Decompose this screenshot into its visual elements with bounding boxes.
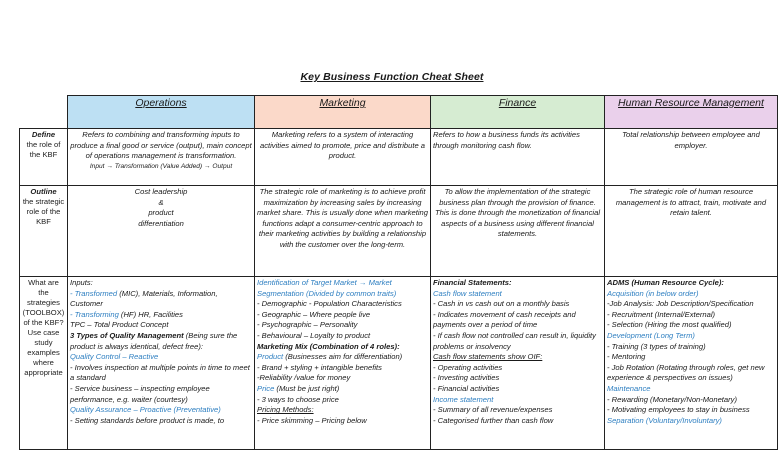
row-label-rest: the role of the KBF — [26, 140, 61, 159]
segment-item: - Behavioural – Loyalty to product — [257, 330, 371, 340]
finance-item: - Indicates movement of cash receipts and payments over a period of time — [433, 309, 576, 330]
cell-tools-hr — [605, 277, 778, 450]
row-label-lead: Define — [31, 130, 56, 139]
transforming-label: - Transforming — [70, 309, 119, 319]
cell-tools-operations — [68, 277, 255, 450]
hr-item: - Selection (Hiring the most qualified) — [607, 320, 732, 330]
row-label-define — [20, 129, 68, 186]
hr-item: -Job Analysis: Job Description/Specification — [607, 299, 754, 309]
cell-outline-finance: To allow the implementation of the strategic business plan through the provision of finance. This is done through the monetization of financial aspects of a business using different financial statements. — [431, 186, 605, 277]
cell-define-operations — [68, 129, 255, 186]
hr-item: - Recruitment (Internal/External) — [607, 309, 716, 319]
quality-control-label: Quality Control – Reactive — [70, 352, 159, 362]
header-row — [20, 96, 778, 129]
income-item: - Summary of all revenue/expenses — [433, 405, 553, 415]
mix-item: - Brand + styling + intangible benefits — [257, 362, 382, 372]
outline-ops-line: product — [148, 208, 174, 218]
product-label: Product — [257, 352, 284, 362]
price-rest: (Must be just right) — [274, 383, 340, 393]
marketing-mix-heading: Marketing Mix (Combination of 4 roles): — [257, 341, 400, 351]
oif-item: - Financial activities — [433, 383, 500, 393]
maintenance-label: Maintenance — [607, 383, 651, 393]
row-label-tools: What are the strategies (TOOLBOX) of the KBF? Use case study examples where appropriate — [20, 277, 68, 450]
price-line — [257, 384, 428, 395]
cell-define-finance: Refers to how a business funds its activities through monitoring cash flow. — [431, 129, 605, 186]
income-statement-label: Income statement — [433, 394, 494, 404]
quality-rest: (Being sure the product is always identical, defect free): — [70, 330, 238, 351]
row-label-outline — [20, 186, 68, 277]
header-hr: Human Resource Management — [605, 96, 778, 129]
pricing-methods-label: Pricing Methods: — [257, 405, 314, 415]
header-operations: Operations — [68, 96, 255, 129]
development-label: Development (Long Term) — [607, 330, 695, 340]
qc-line: - Service business – inspecting employee performance, e.g. waiter (courtesy) — [70, 383, 210, 404]
segment-item: - Demographic - Population Characteristics — [257, 299, 402, 309]
separation-label: Separation (Voluntary/Involuntary) — [607, 415, 722, 425]
hr-item: - Mentoring — [607, 352, 646, 362]
header-finance: Finance — [431, 96, 605, 129]
price-item: - 3 ways to choose price — [257, 394, 339, 404]
tpc-text: TPC – Total Product Concept — [70, 320, 169, 330]
row-define — [20, 129, 778, 186]
hr-item: - Rewarding (Monetary/Non-Monetary) — [607, 394, 737, 404]
io-flow-text: Input → Transformation (Value Added) → Output — [89, 162, 233, 170]
transformed-rest: (MIC), Materials, Information, Customer — [70, 288, 218, 309]
cheat-sheet-table — [19, 95, 778, 450]
cell-outline-marketing: The strategic role of marketing is to achieve profit maximization by increasing sales by increasing market share. This is usually done when marketing functions adapt a consumer-centric approach to their marketing activities by building a relationship with the customer over the long-term. — [255, 186, 431, 277]
acquisition-label: Acquisition (in below order) — [607, 288, 699, 298]
oif-item: - Operating activities — [433, 362, 503, 372]
finance-item: - If cash flow not controlled can result in, liquidity problems or insolvency — [433, 330, 596, 351]
inputs-label: Inputs: — [70, 278, 93, 287]
cell-outline-operations — [68, 186, 255, 277]
define-operations-text: Refers to combining and transforming inputs to produce a final good or service (output), main concept of operations management is transformation. — [70, 130, 252, 161]
corner-cell — [20, 96, 68, 129]
oif-label: Cash flow statements show OIF: — [433, 352, 543, 362]
cell-define-marketing: Marketing refers to a system of interacting activities aimed to promote, price and distribute a product. — [255, 129, 431, 186]
finance-item: - Cash in vs cash out on a monthly basis — [433, 299, 570, 309]
cell-tools-marketing — [255, 277, 431, 450]
row-label-rest: the strategic role of the KBF — [22, 197, 65, 226]
row-label-lead: Outline — [30, 187, 57, 196]
quality-heading — [70, 331, 252, 352]
quality-bold: 3 Types of Quality Management — [70, 330, 184, 340]
cell-tools-finance — [431, 277, 605, 450]
cash-flow-label: Cash flow statement — [433, 288, 502, 298]
outline-ops-line: Cost leadership — [134, 187, 188, 196]
segment-item: - Geographic – Where people live — [257, 309, 371, 319]
hr-item: - Job Rotation (Rotating through roles, get new experience & perspectives on issues) — [607, 362, 765, 383]
transforming-line — [70, 310, 252, 321]
product-rest: (Businesses aim for differentiation) — [283, 352, 403, 362]
hr-item: - Training (3 types of training) — [607, 341, 706, 351]
qc-line: - Involves inspection at multiple points in time to meet a standard — [70, 362, 250, 383]
quality-assurance-label: Quality Assurance – Proactive (Preventative) — [70, 405, 221, 415]
hr-item: - Motivating employees to stay in business — [607, 405, 750, 415]
target-market-label: Identification of Target Market → Market Segmentation (Divided by common traits) — [257, 278, 397, 298]
cell-outline-hr: The strategic role of human resource management is to attract, train, motivate and retain talent. — [605, 186, 778, 277]
outline-ops-line: & — [158, 197, 164, 207]
financial-statements-heading: Financial Statements: — [433, 278, 512, 287]
header-marketing: Marketing — [255, 96, 431, 129]
transformed-line — [70, 289, 252, 310]
row-tools — [20, 277, 778, 450]
product-line — [257, 352, 428, 363]
page-title: Key Business Function Cheat Sheet — [300, 71, 484, 83]
qa-line: - Setting standards before product is made, to — [70, 415, 225, 425]
segment-item: - Psychographic – Personality — [257, 320, 358, 330]
income-item: - Categorised further than cash flow — [433, 415, 554, 425]
pricing-item: - Price skimming – Pricing below — [257, 415, 367, 425]
adms-heading: ADMS (Human Resource Cycle): — [607, 278, 724, 287]
transforming-rest: (HF) HR, Facilities — [118, 309, 183, 319]
price-label: Price — [257, 383, 275, 393]
outline-ops-line: differentiation — [138, 218, 184, 228]
oif-item: - Investing activities — [433, 373, 500, 383]
row-outline — [20, 186, 778, 277]
mix-item: -Reliability /value for money — [257, 373, 351, 383]
transformed-label: - Transformed — [70, 288, 118, 298]
cell-define-hr: Total relationship between employee and employer. — [605, 129, 778, 186]
